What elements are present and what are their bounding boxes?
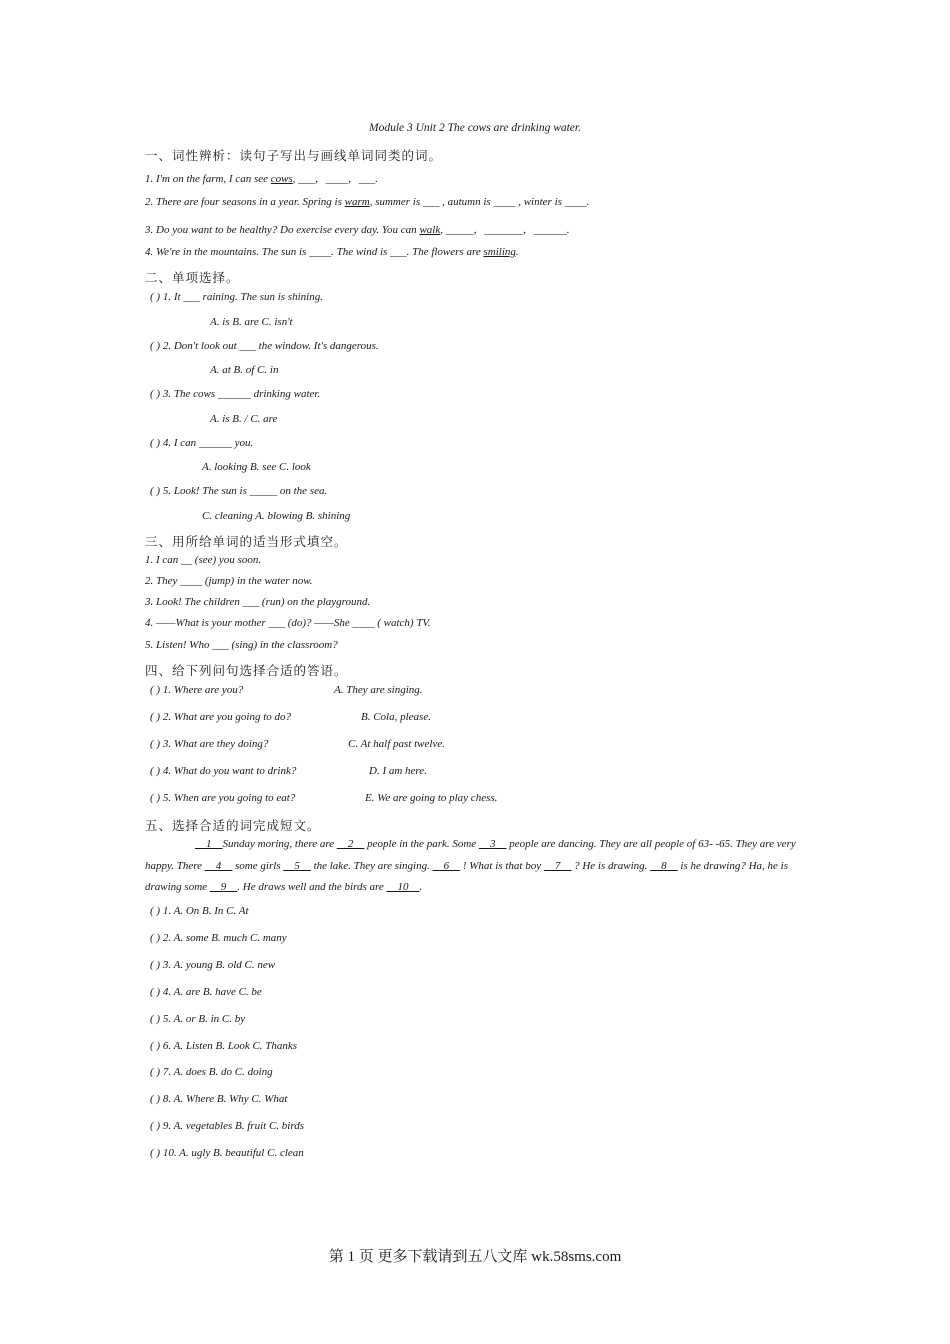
s4-question-3: ( ) 3. What are they doing? (150, 738, 269, 750)
document-title: Module 3 Unit 2 The cows are drinking water. (369, 122, 581, 134)
s2-options-1: A. is B. are C. isn't (210, 316, 293, 328)
section-5-heading: 五、选择合适的词完成短文。 (145, 819, 321, 833)
s5-options-9: ( ) 9. A. vegetables B. fruit C. birds (150, 1120, 304, 1132)
s5-options-6: ( ) 6. A. Listen B. Look C. Thanks (150, 1040, 298, 1052)
s3-line-5: 5. Listen! Who ___ (sing) in the classroom? (145, 639, 338, 651)
passage-text: people in the park. Some (364, 838, 479, 850)
s5-options-2: ( ) 2. A. some B. much C. many (150, 932, 287, 944)
s4-answer-b: B. Cola, please. (361, 711, 431, 723)
s5-options-4: ( ) 4. A. are B. have C. be (150, 986, 262, 998)
s4-answer-a: A. They are singing. (334, 684, 423, 696)
section-3-heading: 三、用所给单词的适当形式填空。 (145, 535, 348, 549)
passage-text: is he drawing? Ha, he is drawing some (145, 859, 788, 893)
s1-question-1: 1. I'm on the farm, I can see cows, ___，____，___. (145, 173, 379, 185)
passage-blank: __1__ (195, 838, 223, 850)
passage-text: some girls (232, 859, 284, 872)
s3-line-1: 1. I can __ (see) you soon. (145, 554, 262, 566)
passage-text: . (419, 881, 423, 893)
passage-blank: __10__ (386, 881, 420, 893)
cloze-passage (145, 834, 810, 899)
s2-options-4: A. looking B. see C. look (202, 461, 311, 473)
s4-question-1: ( ) 1. Where are you? (150, 684, 244, 696)
section-2-heading: 二、单项选择。 (145, 271, 240, 285)
section-1-heading: 一、词性辨析：读句子写出与画线单词同类的词。 (145, 149, 443, 163)
s2-options-3: A. is B. / C. are (210, 413, 278, 425)
s4-answer-c: C. At half past twelve. (348, 738, 445, 750)
passage-blank: __2__ (336, 838, 365, 850)
s5-options-10: ( ) 10. A. ugly B. beautiful C. clean (150, 1147, 304, 1159)
s2-question-5: ( ) 5. Look! The sun is _____ on the sea. (150, 485, 328, 497)
passage-blank: __4__ (204, 859, 233, 872)
passage-text: ! What is that boy (460, 859, 544, 872)
section-4-heading: 四、给下列问句选择合适的答语。 (145, 664, 348, 678)
s3-line-2: 2. They ____ (jump) in the water now. (145, 575, 313, 587)
s1-question-3: 3. Do you want to be healthy? Do exercise every day. You can walk, _____，_______，______. (145, 224, 570, 236)
s4-question-5: ( ) 5. When are you going to eat? (150, 792, 296, 804)
passage-blank: __8__ (650, 859, 678, 872)
s5-options-3: ( ) 3. A. young B. old C. new (150, 959, 276, 971)
s1-question-2: 2. There are four seasons in a year. Spring is warm, summer is ___ , autumn is ____ , winter is ____. (145, 196, 590, 208)
passage-text: Sunday moring, there are (222, 838, 337, 850)
s2-question-1: ( ) 1. It ___ raining. The sun is shining. (150, 291, 323, 303)
passage-blank: __7__ (543, 859, 572, 872)
passage-text: the lake. They are singing. (310, 859, 433, 872)
s2-options-2: A. at B. of C. in (210, 364, 279, 376)
s2-question-2: ( ) 2. Don't look out ___ the window. It's dangerous. (150, 340, 379, 352)
passage-blank: __3__ (478, 838, 507, 850)
s5-options-5: ( ) 5. A. or B. in C. by (150, 1013, 246, 1025)
s1-question-4: 4. We're in the mountains. The sun is ____. The wind is ___. The flowers are smiling. (145, 246, 519, 258)
passage-blank: __5__ (283, 859, 311, 872)
s4-answer-d: D. I am here. (369, 765, 427, 777)
s2-question-4: ( ) 4. I can ______ you. (150, 437, 254, 449)
s3-line-4: 4. ——What is your mother ___ (do)? ——She ____ ( watch) TV. (145, 617, 431, 629)
s5-options-1: ( ) 1. A. On B. In C. At (150, 905, 249, 917)
s4-question-2: ( ) 2. What are you going to do? (150, 711, 292, 723)
passage-text: people are dancing. They are all people of 63- -65. They are very happy. There (145, 838, 796, 872)
s3-line-3: 3. Look! The children ___ (run) on the playground. (145, 596, 371, 608)
passage-blank: __9__ (209, 881, 238, 893)
passage-text: ? He is drawing. (571, 859, 651, 872)
passage-text: . He draws well and the birds are (237, 881, 387, 893)
s5-options-7: ( ) 7. A. does B. do C. doing (150, 1066, 273, 1078)
s4-answer-e: E. We are going to play chess. (365, 792, 498, 804)
s4-question-4: ( ) 4. What do you want to drink? (150, 765, 297, 777)
s5-options-8: ( ) 8. A. Where B. Why C. What (150, 1093, 288, 1105)
s2-options-5: C. cleaning A. blowing B. shining (202, 510, 351, 522)
passage-blank: __6__ (432, 859, 461, 872)
page-footer: 第 1 页 更多下载请到五八文库 wk.58sms.com (328, 1249, 622, 1265)
s2-question-3: ( ) 3. The cows ______ drinking water. (150, 388, 321, 400)
